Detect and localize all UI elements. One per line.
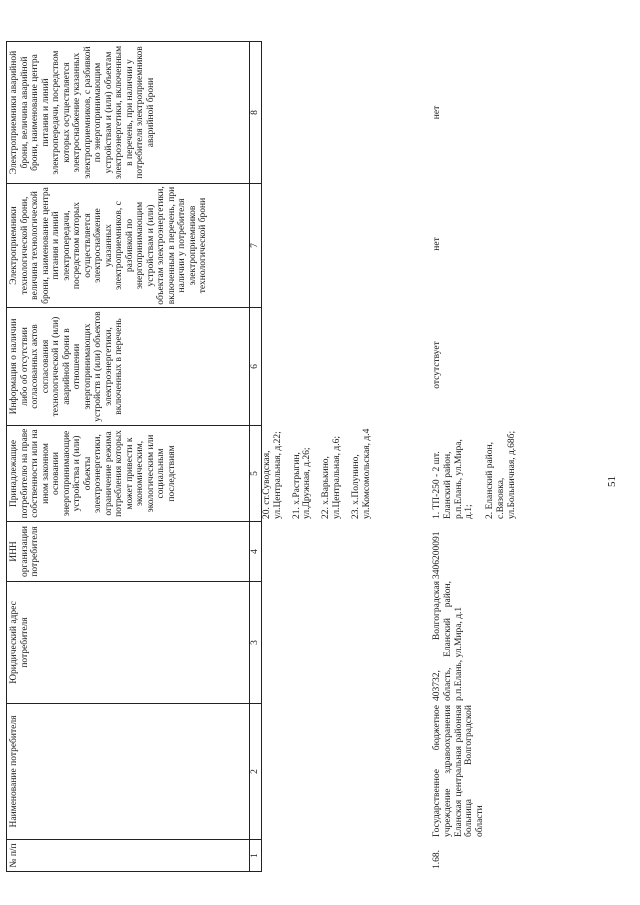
acts-info: отсутствует: [432, 341, 442, 389]
header-col-1: № п/п: [7, 840, 250, 872]
header-col-4: ИНН организации потребителя: [7, 522, 250, 582]
continued-device-list: [262, 427, 380, 519]
header-col-6: Информация о наличии либо об отсутствии согласованных актов согласования технологической и (или) аварийной брони в отношении энергопринимающих устройств и (или) объектов электроэнергетики, включенных в перечень: [7, 308, 250, 426]
technological-reserve: нет: [432, 237, 442, 251]
consumer-inn: 3406200091: [432, 531, 442, 579]
consumer-name: Государственное бюджетное учреждение здравоохранения Еланская центральная районная больница Волгоградской области: [432, 705, 486, 837]
col-number-2: 2: [250, 704, 262, 840]
col-number-7: 7: [250, 184, 262, 308]
header-col-2: Наименование потребителя: [7, 704, 250, 840]
table-header: [6, 41, 262, 872]
device-list: [432, 427, 526, 519]
col-number-1: 1: [250, 840, 262, 872]
header-col-5: Принадлежащие потребителю на праве собственности или на ином законном основании энергопринимающие устройства и (или) объекты электроэнергетики, ограничение режима потребления которых может привести к экономическим, экологическим или социальным последствиям: [7, 426, 250, 522]
consumer-address: 403732, Волгоградская область, Еланский район, р.п.Елань, ул.Мира, д.1: [432, 581, 464, 701]
list-item: 2. Еланский район, с.Вязовка, ул.Больничная, д.68б;: [485, 430, 517, 519]
col-number-5: 5: [250, 426, 262, 522]
col-number-4: 4: [250, 522, 262, 582]
header-col-8: Электроприемники аварийной брони, величина аварийной брони, наименование центра питания и линий электропередачи, посредством которых осуществляется электроснабжение указанных электроприемников, с разбивкой по энергопринимающим устройствам и (или) объектам электроэнергетики, включенным в перечень, при наличии у потребителя электроприемников аварийной брони: [7, 42, 250, 184]
list-item: 21. х.Растрыгин, ул.Дружная, д.26;: [291, 447, 313, 519]
list-item: 20. ст.Суводская, ул.Центральная, д.22;: [262, 431, 283, 519]
list-item: 1. ТП-250 - 2 шт. Еланский район, р.п.Елань, ул.Мира, д.1;: [432, 439, 475, 519]
col-number-6: 6: [250, 308, 262, 426]
header-col-3: Юридический адрес потребителя: [7, 582, 250, 704]
list-item: 23. х.Полунино, ул.Комсомольская, д.4: [350, 428, 372, 519]
emergency-reserve: нет: [432, 105, 442, 120]
row-number: 1.68.: [432, 850, 442, 869]
page-number: 51: [606, 476, 618, 487]
list-item: 22. х.Варькино, ул.Центральная, д.6;: [321, 435, 342, 519]
col-number-3: 3: [250, 582, 262, 704]
header-col-7: Электроприемники технологической брони, величина технологической брони, наименование центра питания и линий электропередачи, посредством которых осуществляется электроснабжение указанных электроприемников, с разбивкой по энергопринимающим устройствам и (или) объектам электроэнергетики, включенным в перечень, при наличии у потребителя электроприемников технологической брони: [7, 184, 250, 308]
col-number-8: 8: [250, 42, 262, 184]
